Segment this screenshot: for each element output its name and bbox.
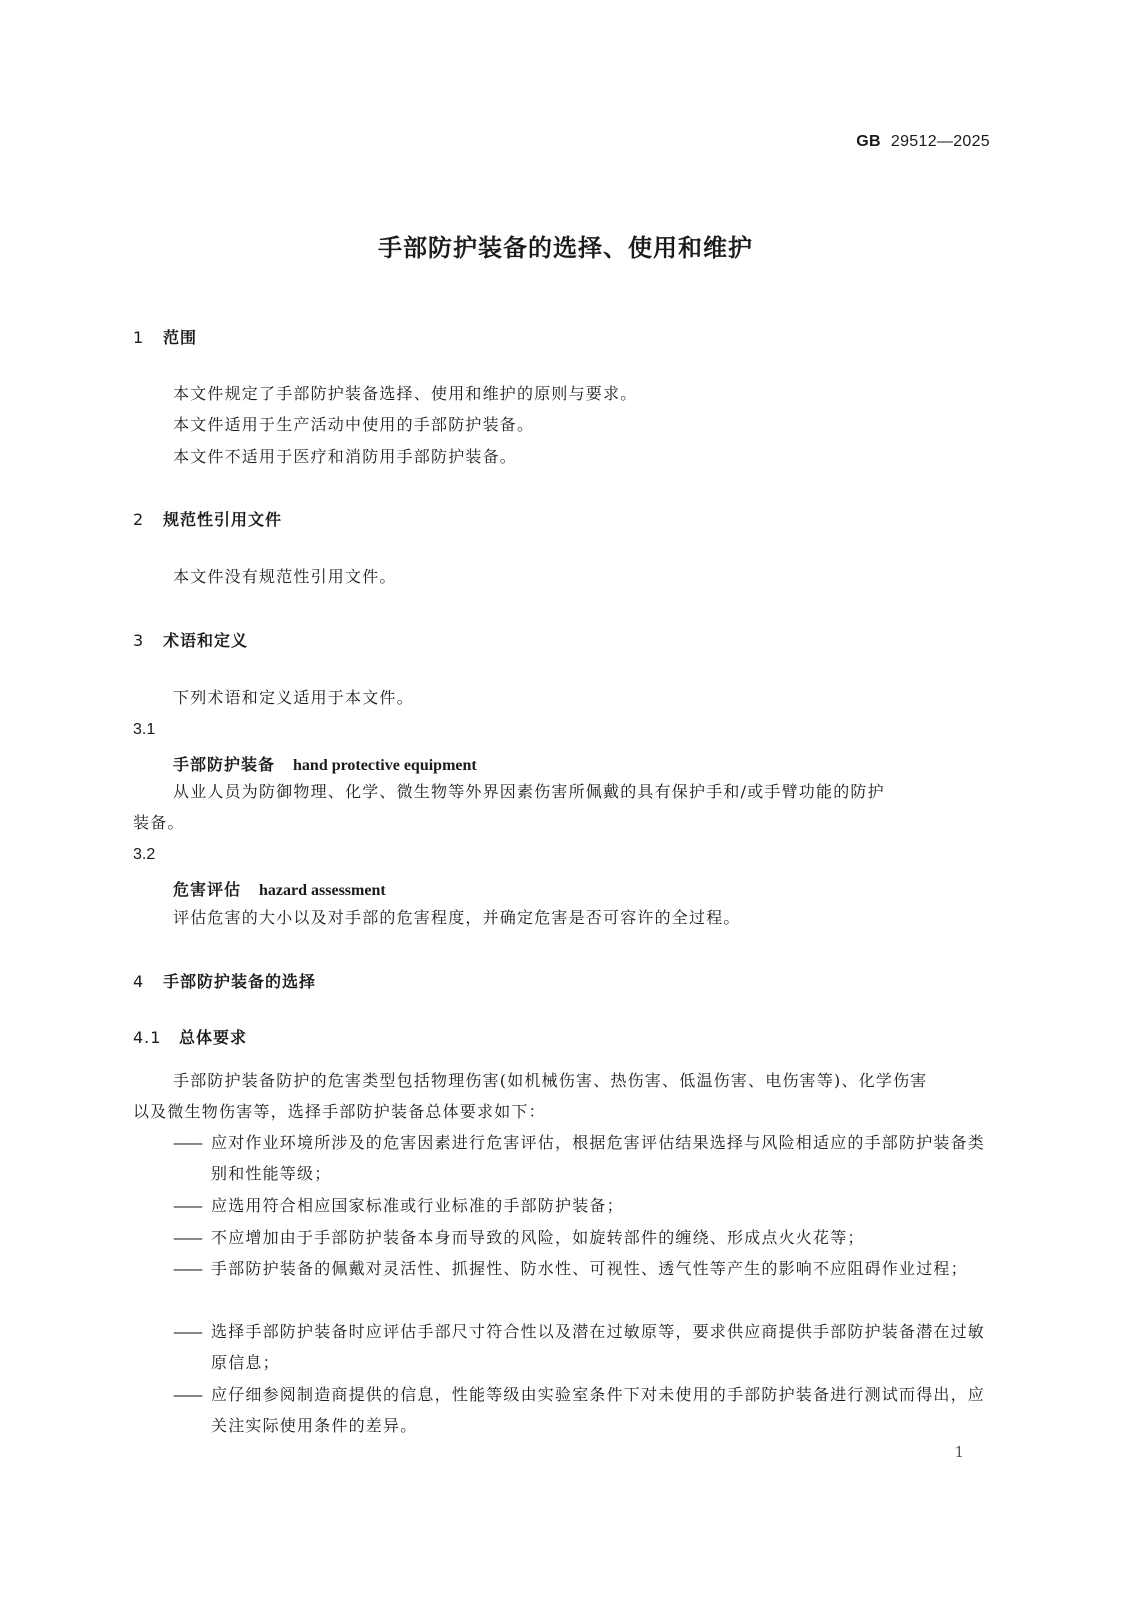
list-item-text: 应选用符合相应国家标准或行业标准的手部防护装备； (211, 1196, 624, 1215)
list-item-text: 不应增加由于手部防护装备本身而导致的风险，如旋转部件的缠绕、形成点火火花等； (211, 1228, 865, 1247)
section-title: 手部防护装备的选择 (163, 972, 317, 991)
term-chinese: 危害评估 (173, 880, 242, 899)
list-item-text: 选择手部防护装备时应评估手部尺寸符合性以及潜在过敏原等，要求供应商提供手部防护装备潜在过敏原信息； (211, 1322, 986, 1372)
list-dash: —— (173, 1228, 201, 1247)
list-item (173, 1253, 993, 1284)
term-english: hand protective equipment (293, 757, 477, 774)
paragraph: 本文件不适用于医疗和消防用手部防护装备。 (173, 447, 518, 466)
list-dash: —— (173, 1133, 201, 1152)
term-entry (173, 877, 386, 900)
section-title: 术语和定义 (163, 631, 249, 650)
list-item-text: 手部防护装备的佩戴对灵活性、抓握性、防水性、可视性、透气性等产生的影响不应阻碍作业过程； (211, 1259, 968, 1278)
list-dash: —— (173, 1322, 201, 1341)
list-item (173, 1190, 993, 1221)
list-item (173, 1316, 993, 1378)
page-number: 1 (954, 1443, 964, 1461)
section-4-heading (133, 969, 316, 992)
paragraph: 下列术语和定义适用于本文件。 (173, 688, 414, 707)
list-item-text: 应仔细参阅制造商提供的信息，性能等级由实验室条件下对未使用的手部防护装备进行测试而得出，应关注实际使用条件的差异。 (211, 1385, 986, 1435)
document-title: 手部防护装备的选择、使用和维护 (378, 234, 753, 262)
section-number: 4 (133, 972, 145, 991)
list-dash: —— (173, 1196, 201, 1215)
list-dash: —— (173, 1385, 201, 1404)
paragraph: 本文件规定了手部防护装备选择、使用和维护的原则与要求。 (173, 384, 638, 403)
list-dash: —— (173, 1259, 201, 1278)
term-definition-cont: 装备。 (133, 813, 185, 832)
section-1-heading (133, 325, 197, 348)
term-entry (173, 752, 477, 775)
paragraph: 手部防护装备防护的危害类型包括物理伤害(如机械伤害、热伤害、低温伤害、电伤害等)、化学伤害 (173, 1071, 928, 1090)
section-2-heading (133, 507, 282, 530)
paragraph-cont: 以及微生物伤害等，选择手部防护装备总体要求如下： (133, 1102, 546, 1121)
standard-code: 29512—2025 (890, 133, 990, 150)
list-item-text: 应对作业环境所涉及的危害因素进行危害评估，根据危害评估结果选择与风险相适应的手部防护装备类别和性能等级； (211, 1133, 986, 1183)
subsection-number: 4.1 (133, 1028, 162, 1047)
standard-number (856, 133, 990, 151)
term-chinese: 手部防护装备 (173, 755, 276, 774)
section-title: 范围 (163, 328, 198, 347)
section-title: 规范性引用文件 (163, 510, 283, 529)
paragraph: 本文件没有规范性引用文件。 (173, 567, 397, 586)
subsection-4-1-heading (133, 1025, 247, 1048)
term-number: 3.1 (133, 721, 156, 738)
term-definition: 从业人员为防御物理、化学、微生物等外界因素伤害所佩戴的具有保护手和/或手臂功能的防护 (173, 782, 885, 801)
term-number: 3.2 (133, 846, 156, 863)
section-number: 3 (133, 631, 145, 650)
standard-prefix: GB (856, 133, 881, 150)
subsection-title: 总体要求 (179, 1028, 248, 1047)
list-item (173, 1127, 993, 1189)
term-definition: 评估危害的大小以及对手部的危害程度，并确定危害是否可容许的全过程。 (173, 908, 741, 927)
term-english: hazard assessment (259, 882, 386, 899)
section-number: 2 (133, 510, 145, 529)
list-item (173, 1379, 993, 1441)
paragraph: 本文件适用于生产活动中使用的手部防护装备。 (173, 415, 535, 434)
section-number: 1 (133, 328, 145, 347)
section-3-heading (133, 628, 248, 651)
list-item (173, 1222, 993, 1253)
